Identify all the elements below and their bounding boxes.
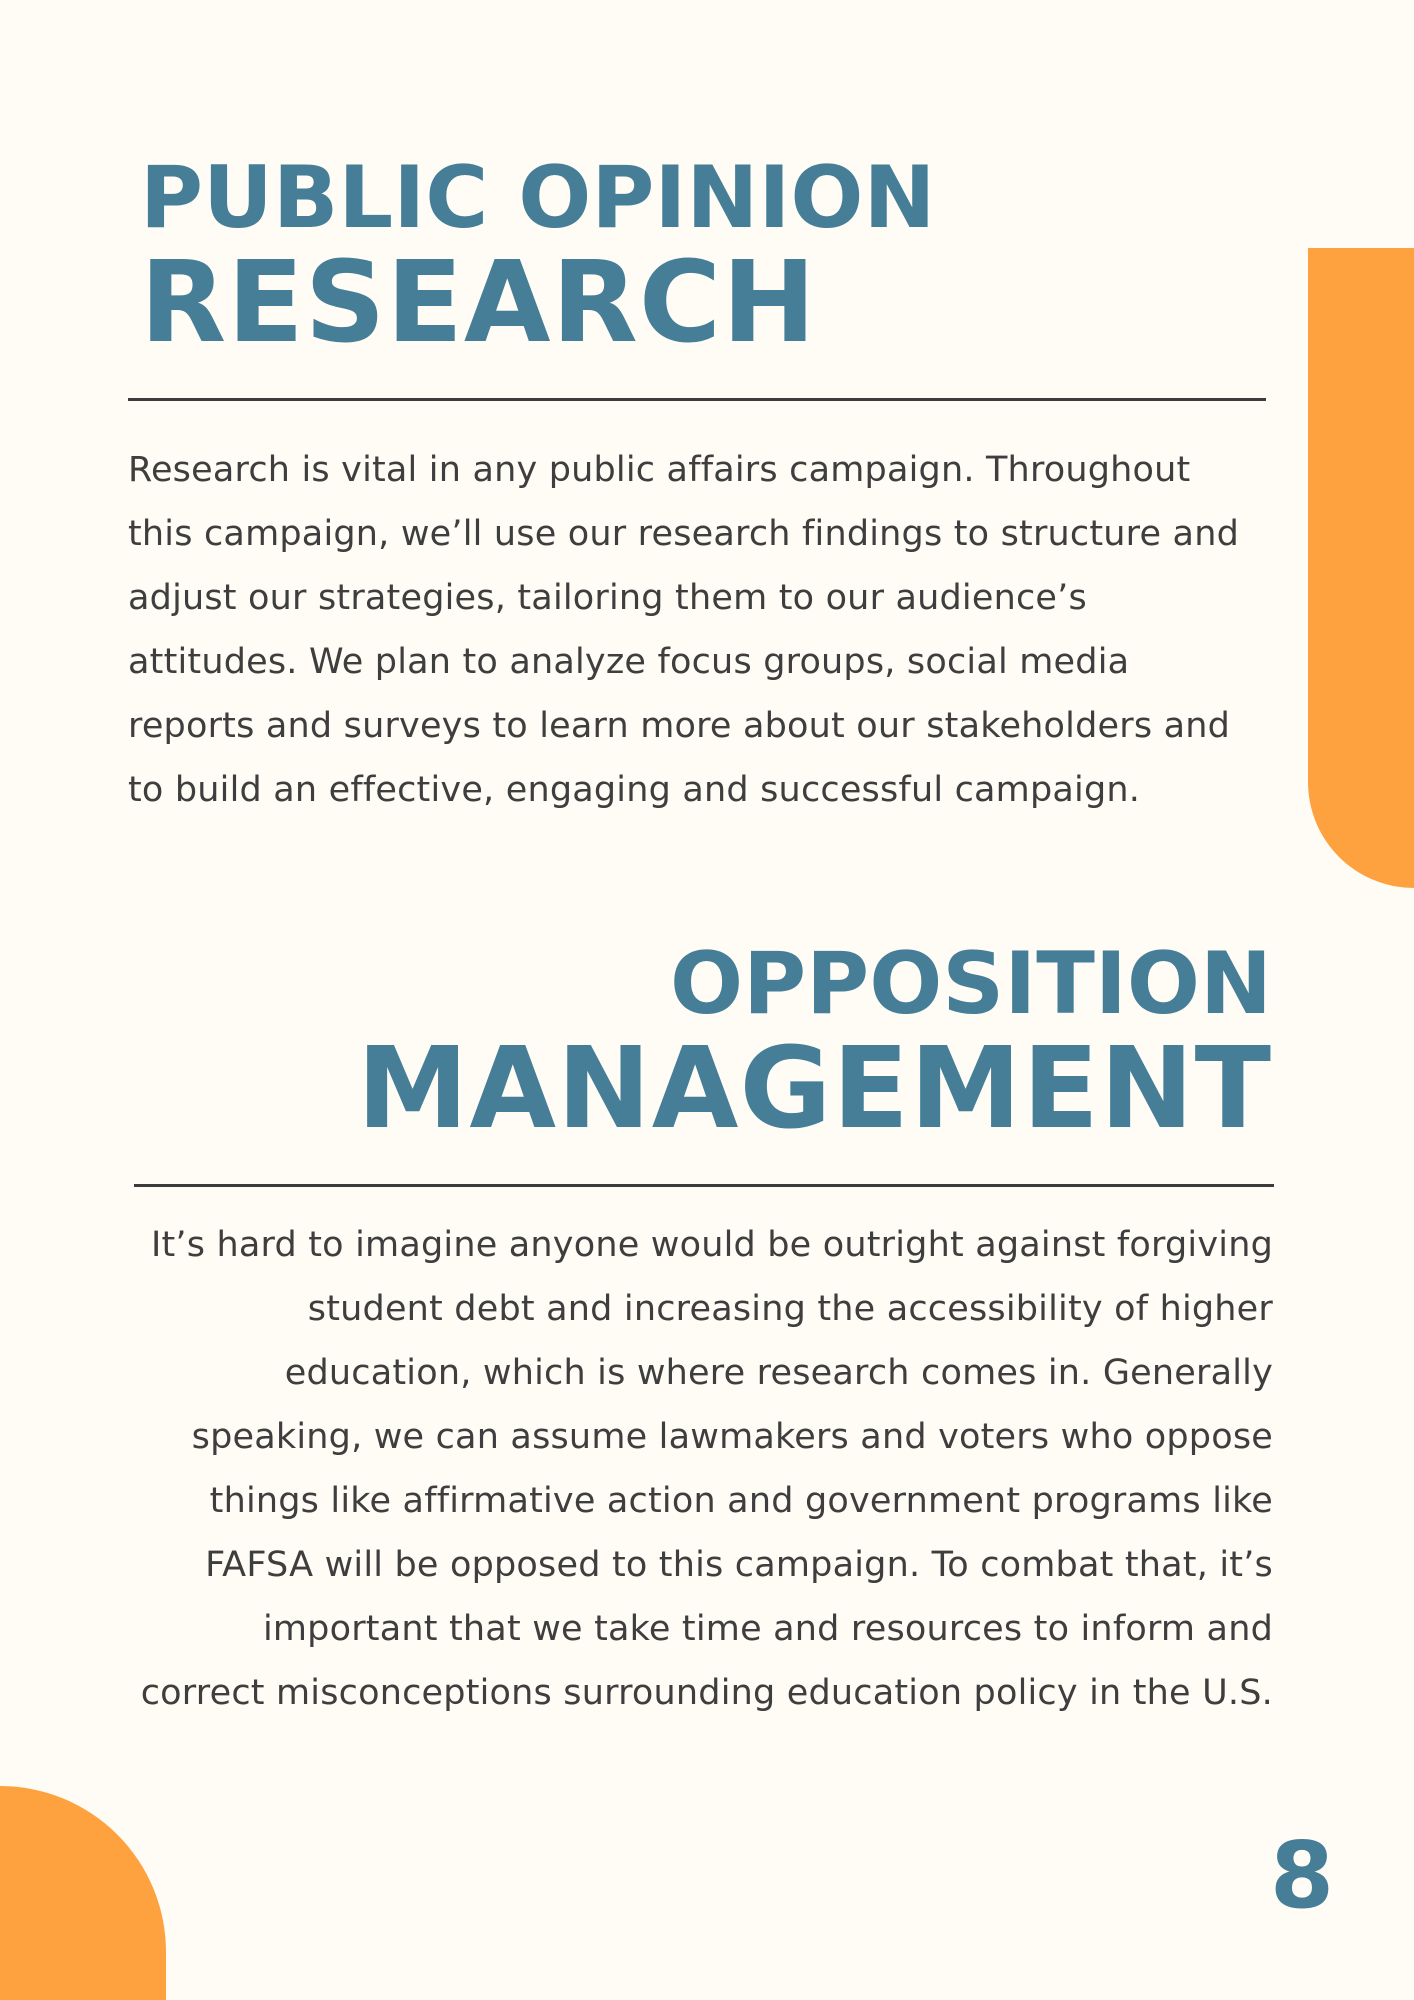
heading-line-1: OPPOSITION — [670, 934, 1272, 1034]
opposition-management-heading — [356, 934, 1272, 1154]
section-divider — [134, 1184, 1274, 1187]
decorative-orange-shape-right — [1308, 248, 1414, 888]
public-opinion-research-heading — [140, 148, 936, 368]
heading-line-2: RESEARCH — [140, 238, 817, 368]
heading-line-2: MANAGEMENT — [356, 1024, 1272, 1154]
section-divider — [128, 398, 1266, 401]
heading-line-1: PUBLIC OPINION — [140, 148, 936, 248]
decorative-orange-shape-bottom-left — [0, 1786, 166, 2000]
page-number: 8 — [1269, 1822, 1334, 1929]
opposition-management-body: It’s hard to imagine anyone would be outright against forgiving student debt and increasing the accessibility of higher education, which is where research comes in. Generally speaking, we can assume lawmakers and voters who oppose things like affirmative action and government programs like FAFSA will be opposed to this campaign. To combat that, it’s important that we take time and resources to inform and correct misconceptions surrounding education policy in the U.S. — [140, 1225, 1273, 1713]
public-opinion-research-body: Research is vital in any public affairs campaign. Throughout this campaign, we’ll use our research findings to structure and adjust our strategies, tailoring them to our audience’s attitudes. We plan to analyze focus groups, social media reports and surveys to learn more about our stakeholders and to build an effective, engaging and successful campaign. — [128, 450, 1239, 810]
